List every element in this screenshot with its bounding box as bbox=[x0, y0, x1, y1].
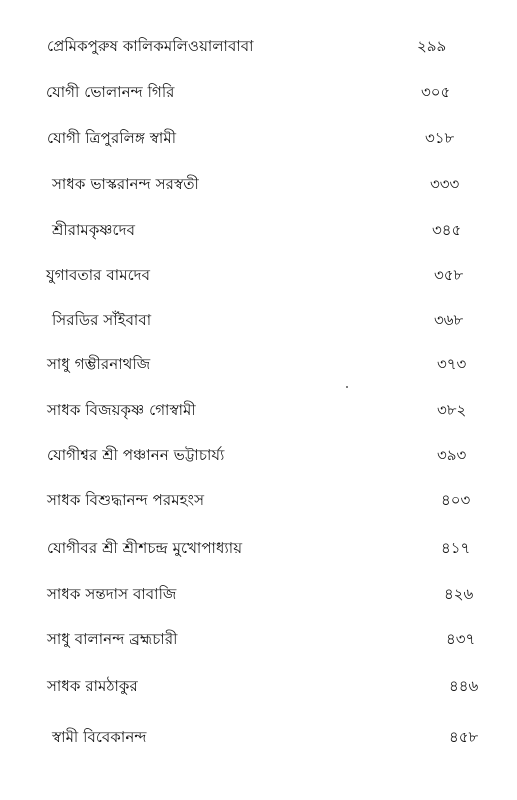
toc-entry-page-number: ৩১৮ bbox=[425, 129, 455, 147]
toc-entry bbox=[0, 169, 517, 199]
toc-entry-title: যোগীবর শ্রী শ্রীশচন্দ্র মুখোপাধ্যায় bbox=[47, 539, 243, 557]
toc-entry bbox=[0, 349, 517, 379]
toc-entry-page-number: ৪২৬ bbox=[444, 585, 474, 603]
toc-entry bbox=[0, 305, 517, 335]
toc-entry-page-number: ৩০৫ bbox=[421, 83, 451, 101]
toc-entry-title: সাধক ভাস্করানন্দ সরস্বতী bbox=[52, 175, 199, 193]
toc-entry-title: স্বামী বিবেকানন্দ bbox=[52, 728, 147, 746]
toc-entry-page-number: ৪৫৮ bbox=[449, 728, 479, 746]
toc-entry bbox=[0, 215, 517, 245]
toc-entry bbox=[0, 533, 517, 563]
toc-entry-title: সাধু গম্ভীরনাথজি bbox=[47, 355, 151, 373]
toc-entry bbox=[0, 123, 517, 153]
toc-entry-page-number: ৩৮২ bbox=[437, 401, 467, 419]
toc-entry-page-number: ৪১৭ bbox=[441, 539, 471, 557]
toc-entry bbox=[0, 395, 517, 425]
toc-entry bbox=[0, 440, 517, 470]
toc-entry-page-number: ২৯৯ bbox=[417, 37, 447, 55]
toc-entry-title: যোগী ভোলানন্দ গিরি bbox=[46, 83, 175, 101]
toc-entry bbox=[0, 485, 517, 515]
toc-entry-page-number: ৩৭৩ bbox=[437, 355, 467, 373]
toc-entry-page-number: ৪০৩ bbox=[441, 491, 471, 509]
toc-entry bbox=[0, 722, 517, 752]
toc-entry-page-number: ৩৪৫ bbox=[432, 221, 462, 239]
toc-entry bbox=[0, 624, 517, 654]
paper-speck bbox=[346, 386, 348, 388]
toc-entry-page-number: ৪৪৬ bbox=[449, 677, 479, 695]
toc-entry-page-number: ৩৯৩ bbox=[437, 446, 467, 464]
toc-entry-title: যোগী ত্রিপুরলিঙ্গ স্বামী bbox=[47, 129, 177, 147]
toc-entry-title: যুগাবতার বামদেব bbox=[46, 266, 151, 284]
toc-entry bbox=[0, 260, 517, 290]
toc-entry-title: সিরডির সাঁইবাবা bbox=[52, 311, 152, 329]
toc-entry-title: সাধু বালানন্দ ব্রহ্মচারী bbox=[47, 630, 178, 648]
toc-entry bbox=[0, 579, 517, 609]
toc-entry-title: সাধক সন্তদাস বাবাজি bbox=[47, 585, 177, 603]
toc-entry-title: শ্রীরামকৃষ্ণদেব bbox=[52, 221, 136, 239]
toc-entry-title: সাধক বিজয়কৃষ্ণ গোস্বামী bbox=[47, 401, 196, 419]
toc-entry-title: যোগীশ্বর শ্রী পঞ্চানন ভট্টাচার্য্য bbox=[47, 446, 225, 464]
toc-entry-page-number: ৪৩৭ bbox=[446, 630, 476, 648]
toc-entry bbox=[0, 31, 517, 61]
toc-entry bbox=[0, 671, 517, 701]
toc-entry-page-number: ৩৫৮ bbox=[434, 266, 464, 284]
toc-entry-title: প্রেমিকপুরুষ কালিকমলিওয়ালাবাবা bbox=[47, 37, 254, 55]
toc-entry-page-number: ৩৩৩ bbox=[430, 175, 460, 193]
toc-entry-page-number: ৩৬৮ bbox=[434, 311, 464, 329]
toc-entry-title: সাধক বিশুদ্ধানন্দ পরমহংস bbox=[47, 491, 205, 509]
toc-entry bbox=[0, 77, 517, 107]
toc-entry-title: সাধক রামঠাকুর bbox=[47, 677, 138, 695]
